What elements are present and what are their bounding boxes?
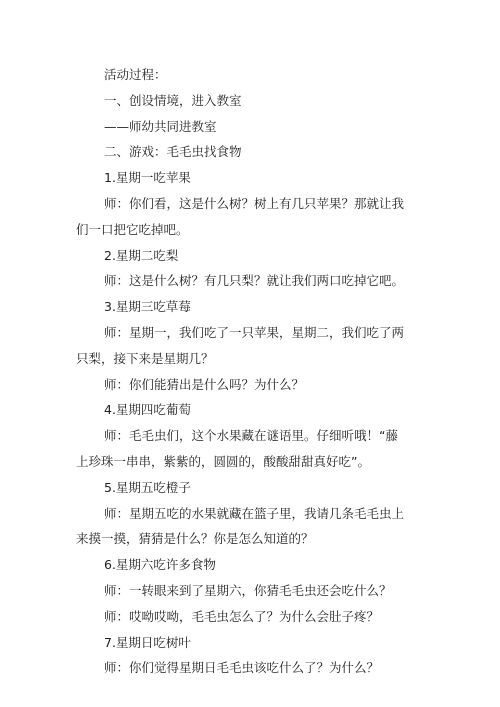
dialogue-line-continued: 们一口把它吃掉吧。 — [76, 221, 189, 237]
dialogue-line: 师：你们觉得星期日毛毛虫该吃什么了？为什么？ — [104, 660, 380, 676]
step-heading: 5.星期五吃橙子 — [104, 479, 191, 495]
dialogue-line-continued: 只梨，接下来是星期几？ — [76, 350, 214, 366]
dialogue-line: 师：哎呦哎呦，毛毛虫怎么了？为什么会肚子疼？ — [104, 608, 380, 624]
section-title: 二、游戏：毛毛虫找食物 — [104, 144, 242, 160]
dialogue-line: 师：毛毛虫们，这个水果藏在谜语里。仔细听哦！“藤 — [104, 428, 398, 444]
dialogue-line: 师：星期五吃的水果就藏在篮子里，我请几条毛毛虫上 — [104, 505, 405, 521]
dialogue-line-continued: 上珍珠一串串，紫紫的，圆圆的，酸酸甜甜真好吃”。 — [76, 453, 370, 469]
dialogue-line: 师：这是什么树？有几只梨？就让我们两口吃掉它吧。 — [104, 273, 405, 289]
step-heading: 1.星期一吃苹果 — [104, 170, 191, 186]
step-heading: 7.星期日吃树叶 — [104, 634, 191, 650]
dialogue-line: 师：一转眼来到了星期六，你猜毛毛虫还会吃什么？ — [104, 582, 392, 598]
dialogue-line: 师：星期一，我们吃了一只苹果，星期二，我们吃了两 — [104, 324, 405, 340]
step-heading: 3.星期三吃草莓 — [104, 299, 191, 315]
section-heading: 活动过程： — [104, 67, 167, 82]
section-title: 一、创设情境，进入教室 — [104, 92, 242, 108]
subsection-note: ——师幼共同进教室 — [104, 118, 217, 134]
step-heading: 2.星期二吃梨 — [104, 247, 179, 263]
step-heading: 4.星期四吃葡萄 — [104, 402, 191, 418]
step-heading: 6.星期六吃许多食物 — [104, 557, 216, 573]
dialogue-line-continued: 来摸一摸，猜猜是什么？你是怎么知道的？ — [76, 531, 314, 547]
dialogue-line: 师：你们能猜出是什么吗？为什么？ — [104, 376, 305, 392]
dialogue-line: 师：你们看，这是什么树？树上有几只苹果？那就让我 — [104, 195, 405, 211]
document-body — [76, 62, 438, 681]
